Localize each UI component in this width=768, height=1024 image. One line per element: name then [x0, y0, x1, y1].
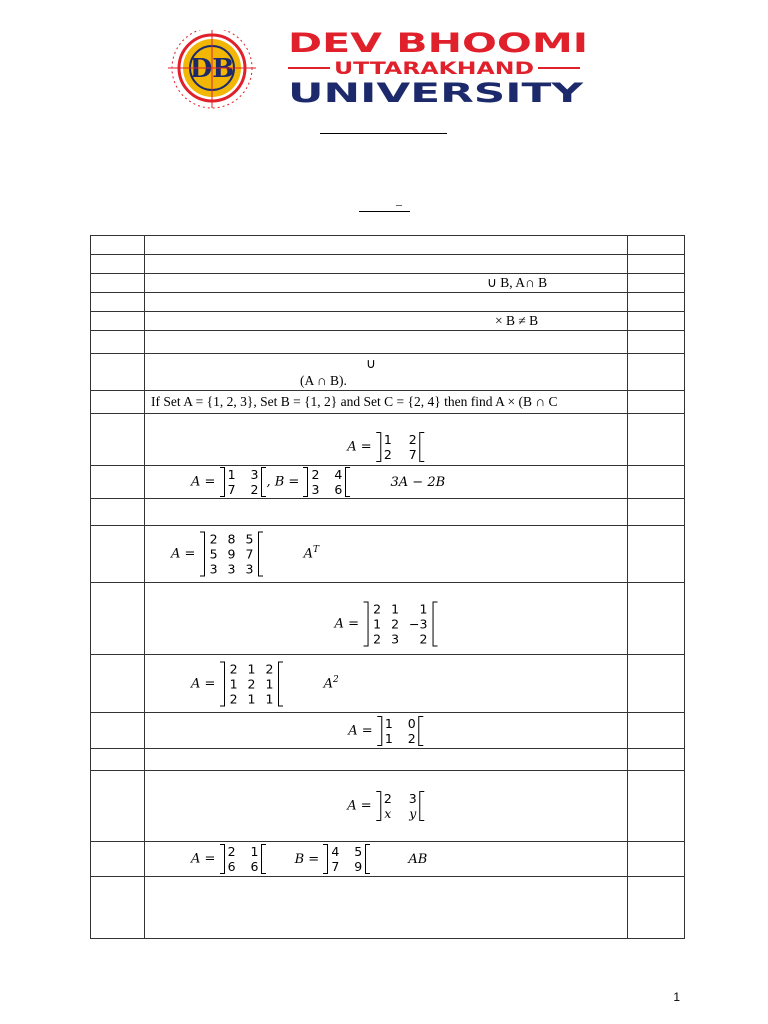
question-table [90, 235, 685, 939]
q18-matrix-expr: A = 2 1 6 6 B = 4 5 7 9 AB [191, 844, 428, 874]
emblem-icon [168, 30, 256, 108]
q5-text: × B ≠ B [495, 313, 539, 328]
title-underline [320, 133, 447, 134]
q7-intersection: (A ∩ B). [300, 373, 347, 388]
q15-matrix: 1 0 1 2 [381, 716, 420, 746]
q17-matrix-expr: A = 2 3 x y [347, 791, 424, 821]
university-logo [148, 30, 598, 110]
q7-union: ∪ [366, 356, 376, 371]
q10-matrix-expr: A = 1 3 7 2 , B = 2 4 3 6 3A − 2B [191, 467, 446, 497]
q17-matrix: 2 3 x y [380, 791, 421, 821]
q10-matrix-a: 1 3 7 2 [224, 467, 263, 497]
q13-matrix: 2 1 1 1 2 −3 2 3 2 [367, 601, 433, 646]
q8-text: If Set A = {1, 2, 3}, Set B = {1, 2} and Set C = {2, 4} then find A × (B ∩ C [151, 394, 558, 409]
subtitle-underline [359, 211, 410, 212]
q15-matrix-expr: A = 1 0 1 2 [348, 716, 423, 746]
logo-line-3: UNIVERSITY [288, 78, 584, 109]
q3-text: ∪ B, A∩ B [487, 275, 548, 290]
q14-matrix-expr: A = 2 1 2 1 2 1 2 1 1 $A^2$ [191, 661, 339, 706]
q18-matrix-a: 2 1 6 6 [224, 844, 263, 874]
q14-matrix: 2 1 2 1 2 1 2 1 1 [224, 661, 280, 706]
svg-text:DB: DB [189, 54, 235, 84]
q18-matrix-b: 4 5 7 9 [327, 844, 366, 874]
q13-matrix-expr: A = 2 1 1 1 2 −3 2 3 2 [335, 601, 438, 646]
subtitle-dash: – [396, 197, 402, 211]
q12-matrix: 2 8 5 5 9 7 3 3 3 [204, 532, 260, 577]
logo-line-1: DEV BHOOMI [288, 30, 588, 59]
page-number: 1 [673, 990, 680, 1004]
q9-matrix-expr: A = 1 2 2 7 [347, 432, 424, 462]
logo-line-2: UTTARAKHAND [334, 59, 534, 79]
q12-matrix-expr: A = 2 8 5 5 9 7 3 3 3 $A^T$ [171, 531, 319, 577]
q10-matrix-b: 2 4 3 6 [307, 467, 346, 497]
q9-matrix: 1 2 2 7 [380, 432, 421, 462]
